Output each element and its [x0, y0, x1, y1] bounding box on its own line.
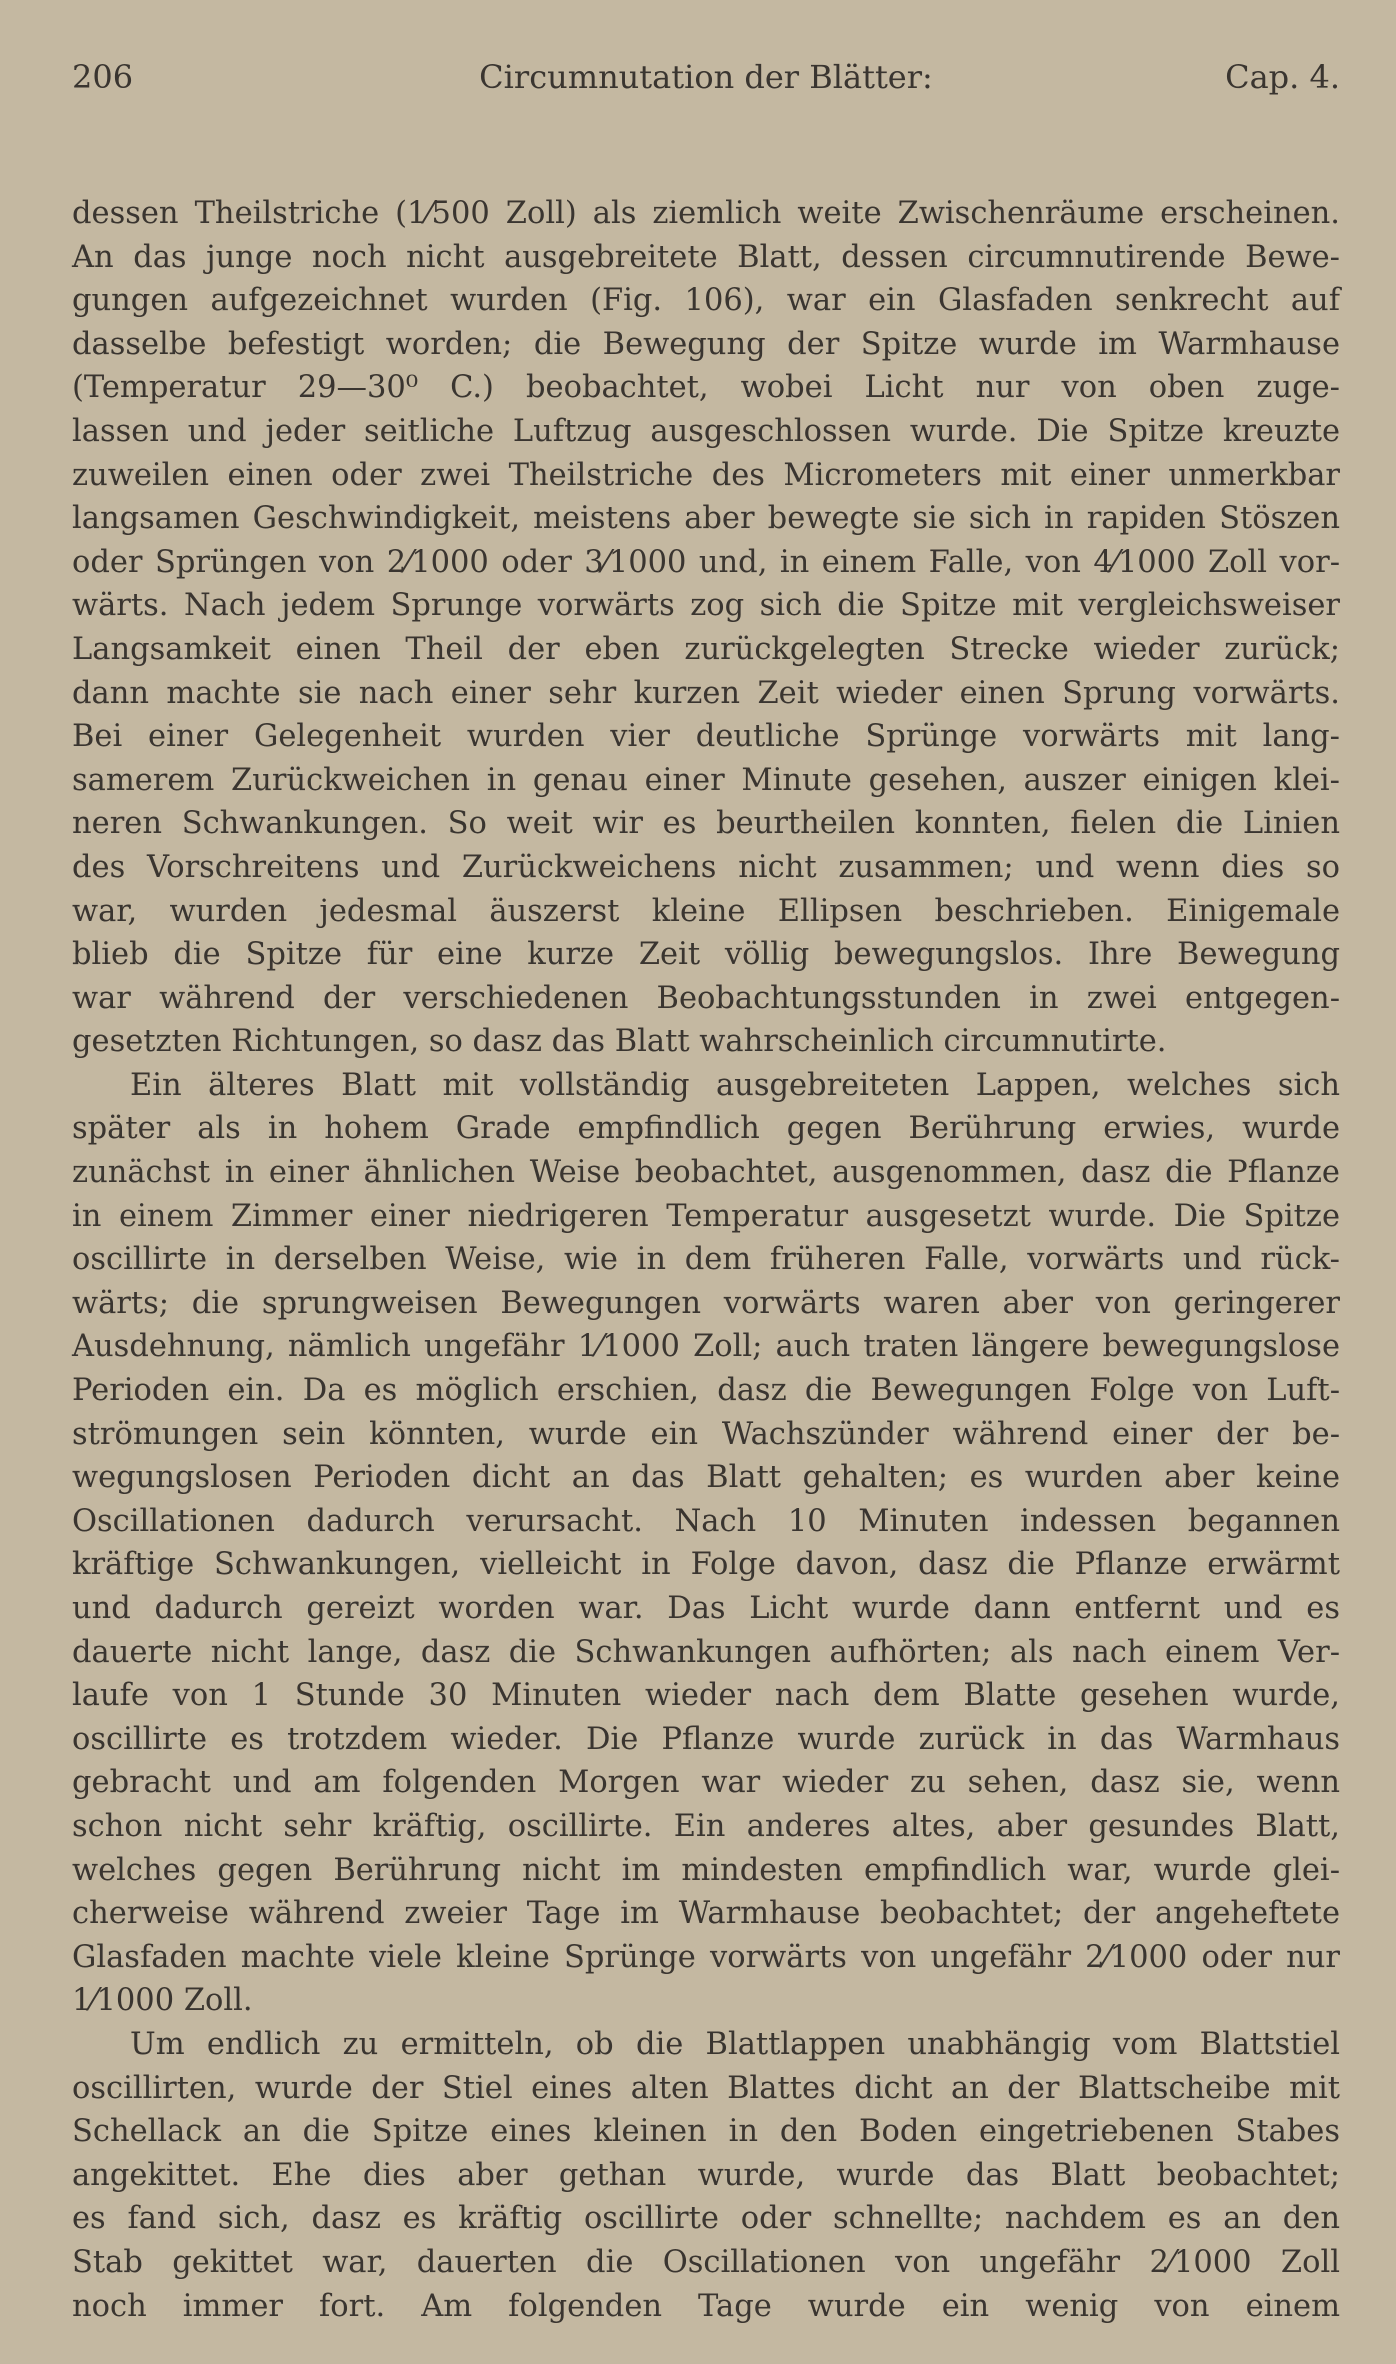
text-line: wärts. Nach jedem Sprunge vorwärts zog sich die Spitze mit vergleichsweiser [72, 588, 1340, 624]
text-line: Glasfaden machte viele kleine Sprünge vorwärts von ungefähr 2⁄1000 oder nur [72, 1939, 1340, 1975]
text-line: dann machte sie nach einer sehr kurzen Zeit wieder einen Sprung vorwärts. [72, 675, 1340, 711]
text-line: gesetzten Richtungen, so dasz das Blatt wahrscheinlich circumnutirte. [72, 1024, 1167, 1060]
text-line: oscillirte in derselben Weise, wie in dem früheren Falle, vorwärts und rück- [72, 1242, 1340, 1278]
text-line: dauerte nicht lange, dasz die Schwankungen aufhörten; als nach einem Ver- [72, 1634, 1340, 1670]
text-line: 1⁄1000 Zoll. [72, 1983, 253, 2019]
body-text [72, 192, 1340, 2328]
text-line: und dadurch gereizt worden war. Das Licht wurde dann entfernt und es [72, 1591, 1340, 1626]
text-line: strömungen sein könnten, wurde ein Wachszünder während einer der be- [72, 1416, 1340, 1452]
text-line: Bei einer Gelegenheit wurden vier deutliche Sprünge vorwärts mit lang- [72, 719, 1340, 755]
text-line: gebracht und am folgenden Morgen war wieder zu sehen, dasz sie, wenn [72, 1765, 1340, 1801]
text-line: (Temperatur 29—30⁰ C.) beobachtet, wobei Licht nur von oben zuge- [72, 370, 1340, 406]
text-line: welches gegen Berührung nicht im mindesten empfindlich war, wurde glei- [72, 1852, 1340, 1888]
text-line: neren Schwankungen. So weit wir es beurtheilen konnten, fielen die Linien [72, 806, 1340, 842]
text-line: war während der verschiedenen Beobachtungsstunden in zwei entgegen- [72, 980, 1340, 1016]
text-line: dasselbe befestigt worden; die Bewegung der Spitze wurde im Warmhause [72, 326, 1340, 362]
text-line: Ein älteres Blatt mit vollständig ausgebreiteten Lappen, welches sich [130, 1067, 1340, 1103]
text-line: gungen aufgezeichnet wurden (Fig. 106), war ein Glasfaden senkrecht auf [72, 283, 1340, 319]
text-line: des Vorschreitens und Zurückweichens nicht zusammen; und wenn dies so [72, 849, 1340, 885]
text-line: cherweise während zweier Tage im Warmhause beobachtet; der angeheftete [72, 1896, 1340, 1932]
text-line: An das junge noch nicht ausgebreitete Blatt, dessen circumnutirende Bewe- [72, 239, 1340, 275]
text-line: kräftige Schwankungen, vielleicht in Folge davon, dasz die Pflanze erwärmt [72, 1547, 1340, 1583]
text-line: oscillirte es trotzdem wieder. Die Pflanze wurde zurück in das Warmhaus [72, 1721, 1340, 1757]
text-line: Oscillationen dadurch verursacht. Nach 10 Minuten indessen begannen [72, 1503, 1340, 1539]
text-line: angekittet. Ehe dies aber gethan wurde, wurde das Blatt beobachtet; [72, 2157, 1340, 2193]
text-line: später als in hohem Grade empfindlich gegen Berührung erwies, wurde [72, 1111, 1340, 1147]
text-line: war, wurden jedesmal äuszerst kleine Ellipsen beschrieben. Einigemale [72, 893, 1340, 929]
text-line: es fand sich, dasz es kräftig oscillirte oder schnellte; nachdem es an den [72, 2201, 1340, 2237]
running-title: Circumnutation der Blätter: [479, 58, 933, 96]
chapter-label: Cap. 4. [1225, 58, 1340, 96]
text-line: oder Sprüngen von 2⁄1000 oder 3⁄1000 und, in einem Falle, von 4⁄1000 Zoll vor- [72, 544, 1340, 580]
text-line: laufe von 1 Stunde 30 Minuten wieder nach dem Blatte gesehen wurde, [72, 1678, 1340, 1714]
text-line: oscillirten, wurde der Stiel eines alten Blattes dicht an der Blattscheibe mit [72, 2070, 1340, 2106]
text-line: in einem Zimmer einer niedrigeren Temperatur ausgesetzt wurde. Die Spitze [72, 1198, 1340, 1234]
text-line: zuweilen einen oder zwei Theilstriche des Micrometers mit einer unmerkbar [72, 457, 1340, 493]
text-line: zunächst in einer ähnlichen Weise beobachtet, ausgenommen, dasz die Pflanze [72, 1155, 1340, 1191]
text-line: lassen und jeder seitliche Luftzug ausgeschlossen wurde. Die Spitze kreuzte [72, 413, 1340, 449]
text-line: wegungslosen Perioden dicht an das Blatt gehalten; es wurden aber keine [72, 1460, 1340, 1496]
running-header [72, 52, 1340, 102]
text-line: schon nicht sehr kräftig, oscillirte. Ein anderes altes, aber gesundes Blatt, [72, 1808, 1340, 1844]
text-line: Schellack an die Spitze eines kleinen in den Boden eingetriebenen Stabes [72, 2114, 1340, 2150]
text-line: blieb die Spitze für eine kurze Zeit völlig bewegungslos. Ihre Bewegung [72, 937, 1340, 973]
text-line: Langsamkeit einen Theil der eben zurückgelegten Strecke wieder zurück; [72, 631, 1340, 667]
text-line: langsamen Geschwindigkeit, meistens aber bewegte sie sich in rapiden Stöszen [72, 501, 1340, 537]
text-line: samerem Zurückweichen in genau einer Minute gesehen, auszer einigen klei- [72, 762, 1340, 798]
text-line: dessen Theilstriche (1⁄500 Zoll) als ziemlich weite Zwischenräume erscheinen. [72, 196, 1340, 231]
text-line: Perioden ein. Da es möglich erschien, dasz die Bewegungen Folge von Luft- [72, 1373, 1340, 1409]
text-line: Ausdehnung, nämlich ungefähr 1⁄1000 Zoll; auch traten längere bewegungslose [72, 1329, 1340, 1365]
page-number: 206 [72, 58, 134, 96]
text-line: noch immer fort. Am folgenden Tage wurde ein wenig von einem [72, 2288, 1340, 2324]
text-line: Stab gekittet war, dauerten die Oscillationen von ungefähr 2⁄1000 Zoll [72, 2244, 1340, 2280]
text-line: wärts; die sprungweisen Bewegungen vorwärts waren aber von geringerer [72, 1285, 1340, 1321]
text-line: Um endlich zu ermitteln, ob die Blattlappen unabhängig vom Blattstiel [130, 2026, 1340, 2062]
